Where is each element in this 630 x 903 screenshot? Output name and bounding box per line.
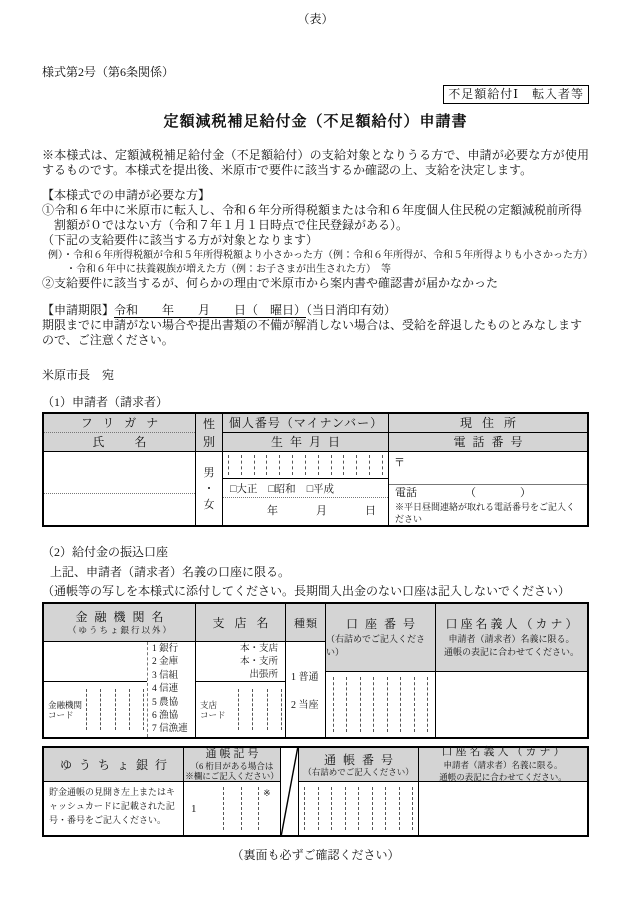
phone-header: 電話番号 [453,435,530,450]
deadline-date-blank[interactable]: 令和 年 月 日（ 曜日） [114,303,307,317]
mynumber-header-block [223,414,388,452]
account-number-boxes[interactable] [333,677,428,732]
deadline-section [42,303,589,348]
branch-column [196,604,286,737]
phone-input-area[interactable] [389,485,587,525]
yucho-bank-header-block [44,748,183,782]
account-type-column [286,604,326,737]
account-number-digit-box[interactable] [387,677,400,732]
birthdate-input-row[interactable] [223,498,388,522]
back-side-reminder: （裏面も必ずご確認ください） [231,848,400,862]
institution-code-digit-box[interactable] [129,689,144,730]
holder-header-block [436,604,587,672]
bank-account-table [42,602,589,739]
institution-body [44,642,195,737]
yucho-table [42,746,589,837]
account-type-header-block [286,604,325,642]
holder-header: 口座名義人（カナ） [445,617,581,631]
account-type-header: 種類 [294,617,318,630]
sex-option-female[interactable]: 女 [203,498,215,511]
account-number-digit-box[interactable] [360,677,373,732]
mynumber-digit-box[interactable] [266,455,279,475]
branch-code-digit-box[interactable] [252,689,266,730]
yucho-holder-header: 口座名義人（カナ） [441,746,568,758]
passbook-number-digit-box[interactable] [304,787,318,830]
branch-type-3: 出張所 [249,670,278,680]
intro-note: ※本様式は、定額減税補足給付金（不足額給付）の支給対象となりうる方で、申請が必要な方が使用するものです。本様式を提出後、米原市で要件に該当するか確認の上、支給を決定します。 [42,148,589,177]
branch-code-digit-box[interactable] [238,689,252,730]
passbook-symbol-column [184,748,281,835]
branch-code-digit-box[interactable] [267,689,282,730]
name-input-area[interactable] [44,452,195,525]
branch-type-list [196,642,285,682]
institution-type-1: 1 銀行 [152,644,179,654]
branch-type-2: 本・支所 [239,657,278,667]
passbook-number-digit-box[interactable] [358,787,372,830]
mynumber-digit-box[interactable] [279,455,292,475]
mynumber-birth-column [223,414,389,525]
sex-option-male[interactable]: 男 [203,466,215,479]
deadline-note: 期限までに申請がない場合や提出書類の不備が解消しない場合は、受給を辞退したものとみなしますので、ご注意ください。 [42,318,583,347]
branch-code-label-line1: 支店 [200,699,218,710]
branch-header: 支店名 [212,616,279,630]
eligibility-heading: 【本様式での申請が必要な方】 [42,188,211,202]
unit-year: 年 [267,505,278,517]
form-title: 定額減税補足給付金（不足額給付）申請書 [163,114,468,130]
diagonal-separator-cell [281,748,299,835]
branch-code-label [200,689,238,730]
eligibility-item-1: ①令和６年中に米原市に転入し、令和６年分所得税額または令和６年度個人住民税の定額減税前所得割額が０ではない方（令和７年１月１日時点で住民登録がある）。 [42,203,583,232]
furigana-header: フリガナ [44,414,195,433]
applicant-table [42,412,589,527]
sex-option-separator: ・ [203,482,215,495]
yucho-bank-header: ゆうちょ銀行 [59,758,174,772]
unit-day: 日 [365,505,376,517]
institution-header-sub: （ゆうちょ銀行以外） [67,624,173,635]
mynumber-digit-box[interactable] [292,455,305,475]
passbook-number-input-area[interactable] [299,782,418,835]
account-number-column [326,604,436,737]
mynumber-digit-box[interactable] [343,455,356,475]
category-tag-box: 不足額給付Ⅰ 転入者等 [443,85,589,104]
sex-header-top: 性 [202,416,215,431]
form-number: 様式第2号（第6条関係） [42,65,175,79]
institution-left [44,642,147,737]
account-number-header: 口座番号 [345,617,422,631]
institution-code-area[interactable] [44,682,147,737]
account-type-ordinary[interactable]: 1 普通 [291,672,319,683]
passbook-symbol-boxes[interactable] [189,787,275,830]
institution-code-label [48,689,86,730]
account-number-digit-box[interactable] [414,677,428,732]
institution-type-2: 2 金庫 [152,657,179,668]
sex-header-block [196,414,222,452]
address-header: 現住所 [389,414,587,433]
passbook-number-header-sub: （右詰めでご記入ください） [303,766,414,777]
institution-type-6: 6 漁協 [152,711,179,722]
deadline-postmark-note: （当日消印有効） [306,303,397,317]
passbook-number-column [299,748,419,835]
account-number-input-area[interactable] [326,672,435,737]
passbook-number-digit-box[interactable] [372,787,386,830]
passbook-symbol-header: 通帳記号 [205,748,262,760]
passbook-symbol-sub-2: ※欄にご記入ください） [185,771,279,781]
holder-note-1: 申請者（請求者）名義に限る。 [448,634,575,644]
furigana-name-divider [44,493,195,494]
mynumber-input-row[interactable] [223,452,388,479]
account-number-digit-box[interactable] [400,677,413,732]
passbook-number-header-block [299,748,418,782]
passbook-number-digit-box[interactable] [345,787,359,830]
sex-header-bottom: 別 [202,435,215,450]
holder-note-2: 通帳の表記に合わせてください。 [443,647,579,657]
name-header: 氏名 [92,435,177,450]
institution-code-label-line1: 金融機関 [48,699,83,710]
mynumber-digit-box[interactable] [241,455,254,475]
deadline-line [42,303,589,318]
yucho-bank-column [44,748,184,835]
mynumber-digit-box[interactable] [254,455,267,475]
institution-code-digit-box[interactable] [100,689,114,730]
passbook-number-digit-box[interactable] [318,787,332,830]
passbook-number-digit-box[interactable] [331,787,345,830]
era-checkbox-row[interactable] [223,479,388,498]
institution-type-5: 5 農協 [152,697,179,708]
passbook-symbol-digit-box[interactable] [223,787,240,830]
institution-name-input-area[interactable] [44,642,147,682]
branch-code-boxes[interactable] [238,689,282,730]
eligibility-section [42,188,593,291]
account-type-options[interactable] [286,642,325,737]
account-type-current[interactable]: 2 当座 [291,700,319,711]
institution-type-7: 7 信漁連 [152,724,188,735]
era-checkbox-heisei[interactable]: □平成 [306,483,335,495]
birthdate-header: 生年月日 [270,435,347,450]
sex-column [196,414,223,525]
passbook-symbol-fixed-digit: 1 [191,802,197,815]
mynumber-digit-box[interactable] [228,455,241,475]
name-header-block [44,414,195,452]
yucho-holder-note-1: 申請者（請求者）名義に限る。 [443,760,563,770]
mynumber-digit-box[interactable] [369,455,383,475]
institution-code-boxes[interactable] [86,689,144,730]
institution-code-digit-box[interactable] [86,689,100,730]
account-number-digit-box[interactable] [373,677,386,732]
passbook-number-digit-box[interactable] [399,787,414,830]
section-2-title: （2）給付金の振込口座 [42,545,169,559]
diagonal-line [281,748,298,835]
institution-type-4: 4 信連 [152,684,179,695]
institution-header-block [44,604,195,642]
yucho-holder-note-2: 通帳の表記に合わせてください。 [439,772,567,782]
yucho-holder-column [419,748,587,835]
passbook-symbol-input-area[interactable] [184,782,280,835]
yucho-holder-input-area[interactable] [419,782,587,835]
account-number-digit-box[interactable] [333,677,346,732]
yucho-holder-header-block [419,748,587,782]
page-side-label: （表） [297,12,334,26]
mynumber-digit-boxes[interactable] [228,455,383,475]
passbook-number-digit-box[interactable] [385,787,399,830]
institution-type-3: 3 信組 [152,670,179,681]
holder-column [436,604,587,737]
eligibility-example-1: 例）・令和６年所得税額が令和５年所得税額より小さかった方（例：令和６年所得が、令和５年所得よりも小さかった方） [48,250,593,261]
sex-select-area[interactable] [196,452,222,525]
institution-code-digit-box[interactable] [115,689,129,730]
account-number-digit-box[interactable] [346,677,359,732]
mynumber-digit-box[interactable] [305,455,318,475]
account-number-header-block [326,604,435,672]
branch-type-1: 本・支店 [239,644,278,654]
passbook-symbol-digit-box[interactable] [241,787,258,830]
passbook-symbol-header-block [184,748,280,782]
phone-prefix: 電話 [395,487,417,499]
section-1-title: （1）申請者（請求者） [42,395,169,409]
eligibility-item-1-sub: （下記の支給要件に該当する方が対象となります） [42,233,319,247]
account-note-1: 上記、申請者（請求者）名義の口座に限る。 [50,565,291,579]
phone-note: ※平日昼間連絡が取れる電話番号をご記入ください [395,502,576,524]
deadline-label: 【申請期限】 [42,303,115,317]
institution-header: 金融機関名 [75,609,171,624]
branch-code-label-line2: コード [200,709,226,720]
institution-code-label-line2: コード [48,709,74,720]
era-checkbox-taisho[interactable]: □大正 [230,483,258,495]
passbook-number-header: 通帳番号 [323,752,400,767]
mynumber-digit-box[interactable] [331,455,344,475]
holder-input-area[interactable] [436,672,587,737]
addressee: 米原市長 宛 [42,368,115,382]
unit-month: 月 [316,505,327,517]
institution-column [44,604,196,737]
eligibility-example-2: ・令和６年中に扶養親族が増えた方（例：お子さまが出生された方） 等 [66,264,391,275]
phone-blank[interactable]: （ ） [465,487,531,499]
address-phone-column [389,414,587,525]
eligibility-item-2: ②支給要件に該当するが、何らかの理由で米原市から案内書や確認書が届かなかった [42,276,499,290]
passbook-symbol-digit-box[interactable] [207,787,223,830]
mynumber-digit-box[interactable] [356,455,369,475]
postal-mark: 〒 [394,457,405,469]
mynumber-header: 個人番号（マイナンバー） [223,414,388,433]
branch-code-area[interactable] [196,682,285,737]
applicant-name-column [44,414,196,525]
branch-header-block [196,604,285,642]
mynumber-digit-box[interactable] [318,455,331,475]
yucho-instruction: 貯金通帳の見開き左上またはキャッシュカードに記載された記号・番号をご記入ください。 [49,787,176,825]
account-note-2: （通帳等の写しを本様式に添付してください。長期間入出金のない口座は記入しないでください） [42,584,571,598]
institution-type-list [147,642,195,737]
address-header-block [389,414,587,452]
passbook-number-boxes[interactable] [304,787,413,830]
passbook-symbol-sub-1: （6 桁目がある場合は [190,761,274,771]
category-row [42,85,589,104]
era-checkbox-showa[interactable]: □昭和 [268,483,296,495]
address-input-area[interactable] [389,452,587,485]
phone-line [395,487,581,500]
account-number-header-sub: （右詰めでご記入ください） [326,634,426,657]
passbook-symbol-extra-box[interactable]: ※ [258,787,275,830]
